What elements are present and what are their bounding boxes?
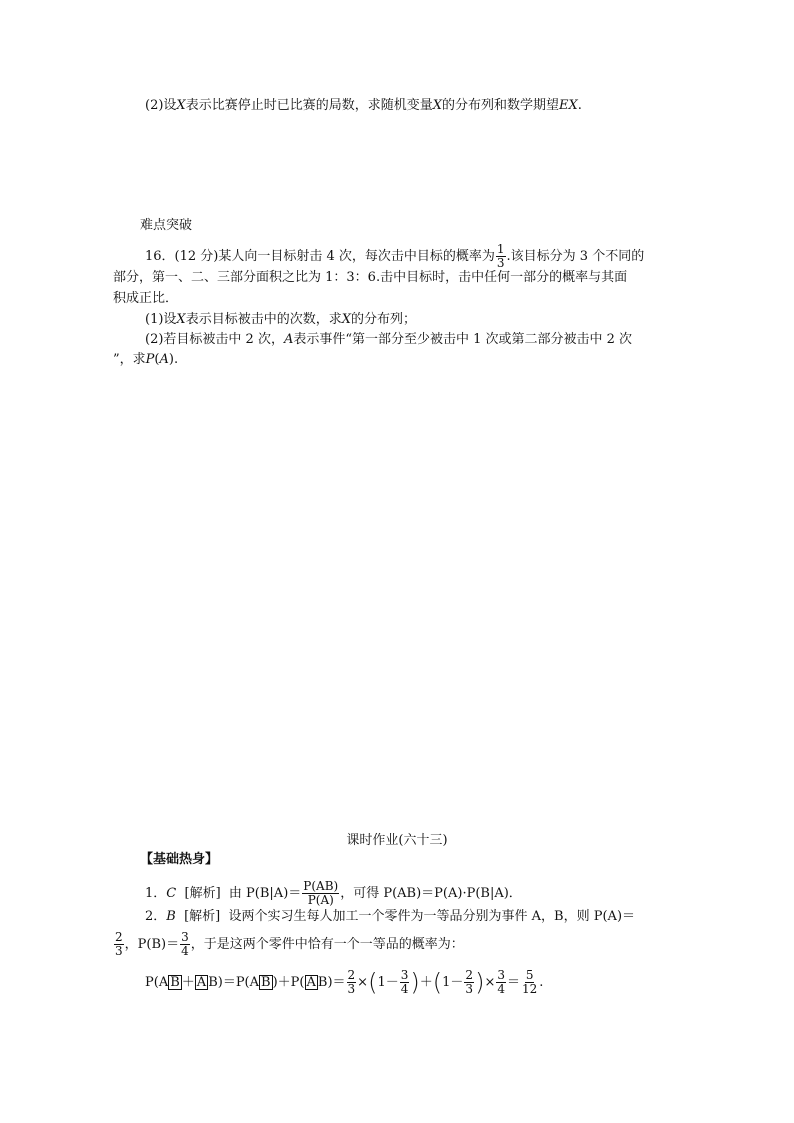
q16-part1-b: 表示目标被击中的次数，求 <box>185 312 342 327</box>
analysis-tag: [解析] <box>184 909 221 924</box>
q15-part2-prefix: (2)设 <box>145 98 177 113</box>
q16-part2-line2: ”，求P(A). <box>113 352 179 367</box>
var-a: A <box>283 332 294 347</box>
answer-2-text: 设两个实习生每人加工一个零件为一等品分别为事件 A，B，则 P(A)＝ <box>228 909 636 924</box>
var-ex: EX <box>558 98 578 113</box>
fraction-denominator: 3 <box>115 944 123 958</box>
q16-part2 <box>145 332 632 348</box>
answer-2-text2: ，P(B)＝ <box>124 937 180 952</box>
q16-line2: 部分，第一、二、三部分面积之比为 1：3：6.击中目标时，击中任何一部分的概率与其面 <box>113 270 628 285</box>
eq-part: B)＝P(A <box>208 975 260 990</box>
left-paren: ( <box>368 968 378 997</box>
answer-number: 1． <box>145 886 167 901</box>
answer-letter: B <box>166 909 176 924</box>
q16-lead-end: .该目标分为 3 个不同的 <box>506 249 645 264</box>
fraction-numerator: 3 <box>181 930 189 944</box>
period: . <box>577 98 582 113</box>
eq-part: 1－ <box>377 975 399 990</box>
fraction <box>521 969 538 996</box>
times-sign: × <box>357 975 369 990</box>
var-x: X <box>341 312 351 327</box>
fraction-denominator: 3 <box>496 256 505 270</box>
fraction-numerator: 2 <box>347 968 356 982</box>
analysis-tag: [解析] <box>184 886 221 901</box>
fraction-two-thirds <box>114 931 124 958</box>
fraction-denominator: 4 <box>400 982 409 996</box>
complement-b: B <box>261 975 271 990</box>
answer-2-line1 <box>145 909 635 925</box>
fraction-denominator: P(A) <box>307 893 334 907</box>
fraction <box>400 969 410 996</box>
q16-part2-line2-a: ”，求 <box>113 352 146 367</box>
eq-part: 1－ <box>442 975 464 990</box>
answer-1-text: 由 P(B|A)＝ <box>228 886 302 901</box>
answer-letter: C <box>166 886 177 901</box>
fraction-denominator: 4 <box>497 982 505 996</box>
var-p: P <box>145 352 155 367</box>
var-x: X <box>176 98 186 113</box>
fraction-denominator: 3 <box>465 982 474 996</box>
complement-a: A <box>306 975 316 990</box>
answer-1-text-end: ，可得 P(AB)＝P(A)·P(B|A)． <box>340 886 522 901</box>
plus-sign: ＋ <box>419 975 433 990</box>
var-x: X <box>432 98 442 113</box>
complement-b: B <box>170 975 180 990</box>
left-paren: ( <box>432 968 443 997</box>
fraction-three-quarters <box>180 931 190 958</box>
fraction-numerator: 1 <box>496 242 505 256</box>
fraction <box>347 969 357 996</box>
q15-part2-middle: 表示比赛停止时已比赛的局数，求随机变量 <box>185 98 433 113</box>
equals-sign: ＝ <box>506 975 520 990</box>
answer-2-equation <box>145 966 543 1000</box>
fraction-one-third <box>496 243 506 270</box>
right-paren: ) <box>410 968 420 997</box>
q16-line1 <box>145 243 644 270</box>
q16-part1-c: 的分布列； <box>350 312 416 327</box>
fraction-denominator: 3 <box>347 982 356 996</box>
q15-part2-suffix: 的分布列和数学期望 <box>441 98 559 113</box>
q16-part2-a: (2)若目标被击中 2 次， <box>145 332 284 347</box>
period: . <box>173 352 179 367</box>
right-paren: ) <box>475 968 485 997</box>
fraction-denominator: 12 <box>522 982 538 996</box>
answer-section-heading: 【基础热身】 <box>140 852 219 867</box>
q16-part1-a: (1)设 <box>145 312 177 327</box>
q16-part1 <box>145 312 416 328</box>
eq-part: ＋ <box>181 975 195 990</box>
q16-lead: 16．(12 分)某人向一目标射击 4 次，每次击中目标的概率为 <box>145 249 495 264</box>
eq-part: B)＝ <box>317 975 346 990</box>
var-x: X <box>176 312 186 327</box>
fraction-numerator: 2 <box>115 930 123 944</box>
fraction <box>464 969 474 996</box>
answer-title: 课时作业(六十三) <box>346 833 448 848</box>
answer-2-text3: ，于是这两个零件中恰有一个一等品的概率为： <box>190 937 464 952</box>
fraction-denominator: 4 <box>181 944 189 958</box>
fraction-numerator: 3 <box>400 968 409 982</box>
times-sign: × <box>484 975 496 990</box>
eq-part: P(A <box>145 975 169 990</box>
eq-part: )＋P( <box>272 975 305 990</box>
fraction-numerator: 2 <box>465 968 474 982</box>
fraction-pab-over-pa <box>302 880 339 907</box>
var-a: A <box>159 352 169 367</box>
answer-2-line2 <box>113 930 464 960</box>
fraction <box>496 969 506 996</box>
q16-line3: 积成正比． <box>113 291 179 306</box>
section-heading-nandian: 难点突破 <box>140 218 193 233</box>
fraction-numerator: 5 <box>525 968 534 982</box>
q15-part2 <box>145 98 582 114</box>
period: . <box>539 975 544 990</box>
answer-number: 2． <box>145 909 167 924</box>
q16-part2-b: 表示事件“第一部分至少被击中 1 次或第二部分被击中 2 次 <box>293 332 633 347</box>
fraction-numerator: 3 <box>497 968 505 982</box>
complement-a: A <box>196 975 207 990</box>
answer-1 <box>145 880 522 907</box>
fraction-numerator: P(AB) <box>303 879 339 893</box>
